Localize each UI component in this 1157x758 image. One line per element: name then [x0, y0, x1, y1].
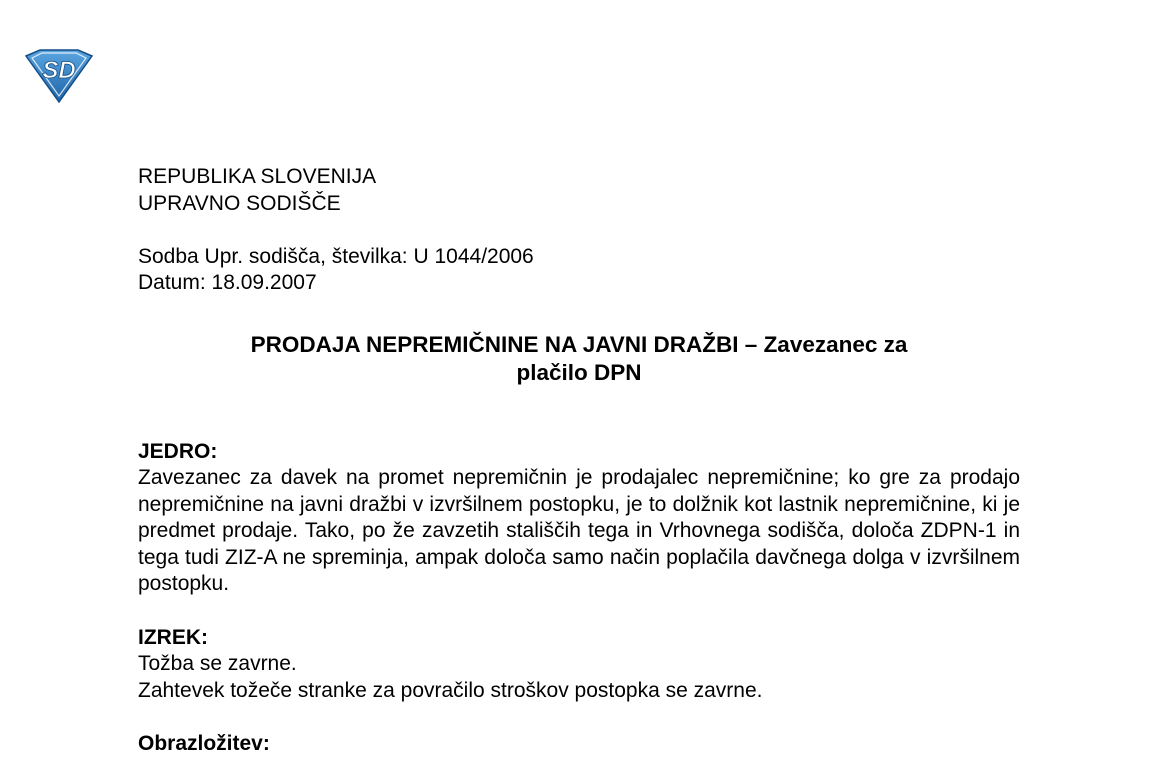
- jedro-section: [138, 439, 1020, 598]
- izrek-section: [138, 625, 1020, 705]
- document-title: [138, 331, 1020, 387]
- document-page: [138, 164, 1020, 758]
- izrek-label: IZREK:: [138, 625, 208, 649]
- title-line-2: plačilo DPN: [516, 359, 642, 385]
- country-name: REPUBLIKA SLOVENIJA: [138, 165, 377, 188]
- jedro-label: JEDRO:: [138, 439, 218, 463]
- court-name: UPRAVNO SODIŠČE: [138, 191, 341, 215]
- title-line-1: PRODAJA NEPREMIČNINE NA JAVNI DRAŽBI – Zavezanec za: [250, 331, 908, 357]
- case-date: Datum: 18.09.2007: [138, 271, 317, 294]
- sd-shield-logo-icon: [22, 48, 96, 104]
- obrazlozitev-label: Obrazložitev:: [138, 732, 270, 755]
- jedro-text: Zavezanec za davek na promet nepremičnin je prodajalec nepremičnine; ko gre za prodajo nepremičnine na javni dražbi v izvršilnem postopku, je to dolžnik kot lastnik nepremičnine, ki je predmet prodaje. Tako, po že zavzetih stališčih tega in Vrhovnega sodišča, določa ZDPN-1 in tega tudi ZIZ-A ne spreminja, ampak določa samo način poplačila davčnega dolga v izvršilnem postopku.: [138, 466, 1020, 595]
- izrek-line-2: Zahtevek tožeče stranke za povračilo stroškov postopka se zavrne.: [138, 678, 763, 702]
- case-number: Sodba Upr. sodišča, številka: U 1044/2006: [138, 244, 534, 268]
- izrek-line-1: Tožba se zavrne.: [138, 652, 297, 675]
- logo-letters: SD: [42, 57, 76, 84]
